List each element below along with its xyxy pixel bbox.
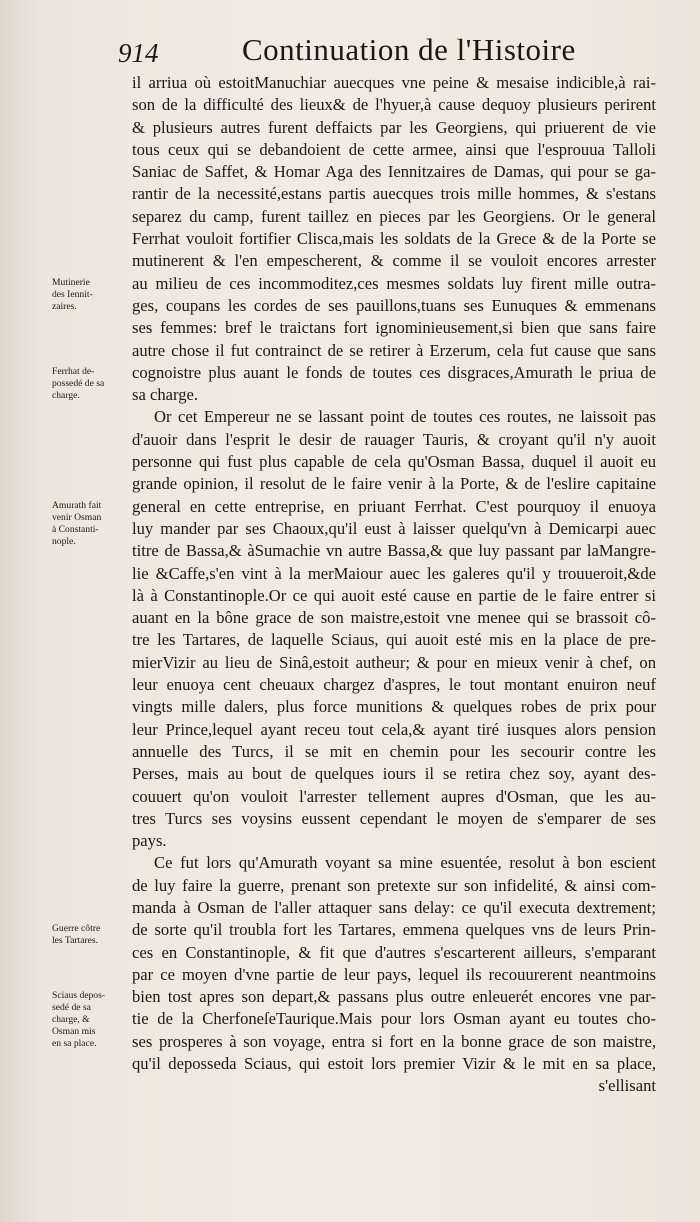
text-line: annuelle des Turcs, il se mit en chemin pour les secourir contre les: [132, 741, 656, 761]
text-line: mutinerent & l'en empescherent, & comme il se vouloit encores arrester: [132, 251, 656, 271]
margin-note-line: les Tartares.: [52, 935, 99, 947]
text-line: bien tost apres son depart,& passans plus outre enleuerét encores vne par-: [132, 987, 656, 1007]
gutter-shadow: [0, 0, 40, 1222]
text-line: leur Prince,lequel ayant receu tout cela,& ayant tiré iusques alors pension: [132, 719, 656, 739]
margin-note-line: zaires.: [52, 300, 77, 312]
catchword: s'ellisant: [598, 1076, 656, 1096]
margin-note-line: sedé de sa: [52, 1002, 91, 1014]
text-line: lie &Caffe,s'en vint à la merMaiour auec les galeres qu'il y trouueroit,&de: [132, 563, 656, 583]
margin-note-line: à Constanti-: [52, 523, 99, 535]
text-line: ges, coupans les cordes de ses pauillons,tuans ses Eunuques & emmenans: [132, 295, 656, 315]
margin-note-line: Guerre côtre: [52, 923, 101, 935]
text-line: grande opinion, il resolut de le faire venir à la Porte, & de l'eslire capitaine: [132, 474, 656, 494]
text-line: par ce moyen d'vne partie de leur pays, lequel ils recouurerent neantmoins: [132, 964, 656, 984]
margin-note: [52, 366, 130, 402]
margin-note-line: en sa place.: [52, 1038, 97, 1050]
text-line: & plusieurs autres furent deffaicts par les Georgiens, qui priuerent de vie: [132, 117, 656, 137]
text-line: auant en la bône grace de son maistre,estoit vne menee qui se brassoit cô-: [132, 608, 656, 628]
margin-note-line: charge, &: [52, 1014, 90, 1026]
text-line: Perses, mais au bout de quelques iours il se retira chez soy, ayant des-: [132, 764, 656, 784]
text-line: couuert qu'on vouloit l'arrester tellement aupres d'Osman, que les au-: [132, 786, 656, 806]
text-line: tre les Tartares, de laquelle Sciaus, qui auoit esté mis en la place de pre-: [132, 630, 656, 650]
text-line: separez du camp, furent taillez en pieces par les Georgiens. Or le general: [132, 206, 656, 226]
margin-note-line: possedé de sa: [52, 377, 105, 389]
text-line: personne qui fust plus capable de cela qu'Osman Bassa, duquel il auoit eu: [132, 452, 656, 472]
text-line: ses femmes: bref le traictans fort ignominieusement,si bien que sans faire: [132, 318, 656, 338]
text-line: vingts mille dalers, plus force munitions & quelques robes de prix pour: [132, 697, 656, 717]
running-title: Continuation de l'Histoire: [242, 32, 576, 67]
margin-note-line: Osman mis: [52, 1026, 96, 1038]
margin-note-line: Mutinerie: [52, 276, 90, 288]
text-line: de luy faire la guerre, prenant son pretexte sur son infidelité, & ainsi com-: [132, 875, 656, 895]
text-line: tres Turcs ses voysins eussent cependant le moyen de s'emparer de ses: [132, 808, 656, 828]
text-line: rantir de la necessité,estans partis auecques trois mille hommes, & s'estans: [132, 184, 656, 204]
text-line: Ce fut lors qu'Amurath voyant sa mine esuentée, resolut à bon escient: [154, 853, 656, 873]
text-line: Ferrhat vouloit fortifier Clisca,mais les soldats de la Grece & de la Porte se: [132, 229, 656, 249]
page-number: 914: [118, 38, 159, 68]
margin-note: [52, 923, 130, 947]
text-line: il arriua où estoitManuchiar auecques vne peine & mesaise indicible,à rai-: [132, 73, 656, 92]
text-line: Or cet Empereur ne se lassant point de toutes ces routes, ne laissoit pas: [154, 407, 656, 427]
margin-note: [52, 990, 130, 1050]
text-line: autre chose il fut contrainct de se retirer à Erzerum, cela fut cause que sans: [132, 340, 656, 360]
page-header: [118, 30, 678, 74]
text-line: ces en Constantinople, & fit que d'autres s'escarterent ailleurs, s'emparant: [132, 942, 656, 962]
text-line: mierVizir au lieu de Sinâ,estoit autheur; & pour en mieux venir à chef, on: [132, 652, 656, 672]
text-line: sa charge.: [132, 385, 199, 405]
text-line: cognoistre plus auant le fonds de toutes ces disgraces,Amurath le priua de: [132, 362, 656, 382]
margin-note-line: charge.: [52, 389, 80, 401]
margin-note-line: Sciaus depos-: [52, 990, 106, 1002]
text-line: general en cette entreprise, en priuant Ferrhat. C'est pourquoy il enuoya: [132, 496, 656, 516]
margin-note-line: Ferrhat de-: [52, 365, 95, 377]
text-line: Saniac de Saffet, & Homar Aga des Iennitzaires de Damas, qui pour se ga-: [132, 162, 656, 182]
text-line: ses prosperes à son voyage, entra si fort en la bonne grace de son maistre,: [132, 1031, 656, 1051]
text-line: luy mander par ses Chaoux,qu'il eust à laisser quelqu'vn à Demicarpi auec: [132, 518, 656, 538]
text-line: manda à Osman de l'aller attaquer sans delay: ce qu'il executa dextrement;: [132, 897, 656, 917]
text-line: tie de la CherfoneſeTaurique.Mais pour lors Osman ayant eu toutes cho-: [132, 1009, 656, 1029]
text-line: d'auoir dans l'esprit le desir de rauager Tauris, & croyant qu'il n'y auoit: [132, 429, 656, 449]
margin-note-line: des Iennit-: [52, 288, 93, 300]
text-line: de sorte qu'il troubla fort les Tartares, emmena quelques vns de leurs Prin-: [132, 920, 656, 940]
text-line: leur enuoya cent cheuaux chargez d'aspres, le tout montant enuiron neuf: [132, 675, 656, 695]
body-text: [132, 72, 656, 1098]
text-line: titre de Bassa,& àSumachie vn autre Bassa,& que luy passant par laMangre-: [132, 541, 656, 561]
margin-note-line: nople.: [52, 535, 76, 547]
text-line: son de la difficulté des lieux& de l'hyuer,à cause dequoy plusieurs perirent: [132, 95, 656, 115]
text-line: tous ceux qui se debandoient de cette armee, ainsi que l'esprouua Talloli: [132, 139, 656, 159]
text-line: qu'il deposseda Sciaus, qui estoit lors premier Vizir & le mit en sa place,: [132, 1054, 656, 1074]
margin-note: [52, 500, 130, 548]
margin-note: [52, 277, 130, 313]
text-line: au milieu de ces incommoditez,ces mesmes soldats luy firent mille outra-: [132, 273, 656, 293]
text-line: là à Constantinople.Or ce qui auoit esté cause en partie de le faire entrer si: [132, 585, 656, 605]
text-line: pays.: [132, 831, 167, 851]
margin-note-line: venir Osman: [52, 511, 102, 523]
margin-note-line: Amurath fait: [52, 499, 102, 511]
